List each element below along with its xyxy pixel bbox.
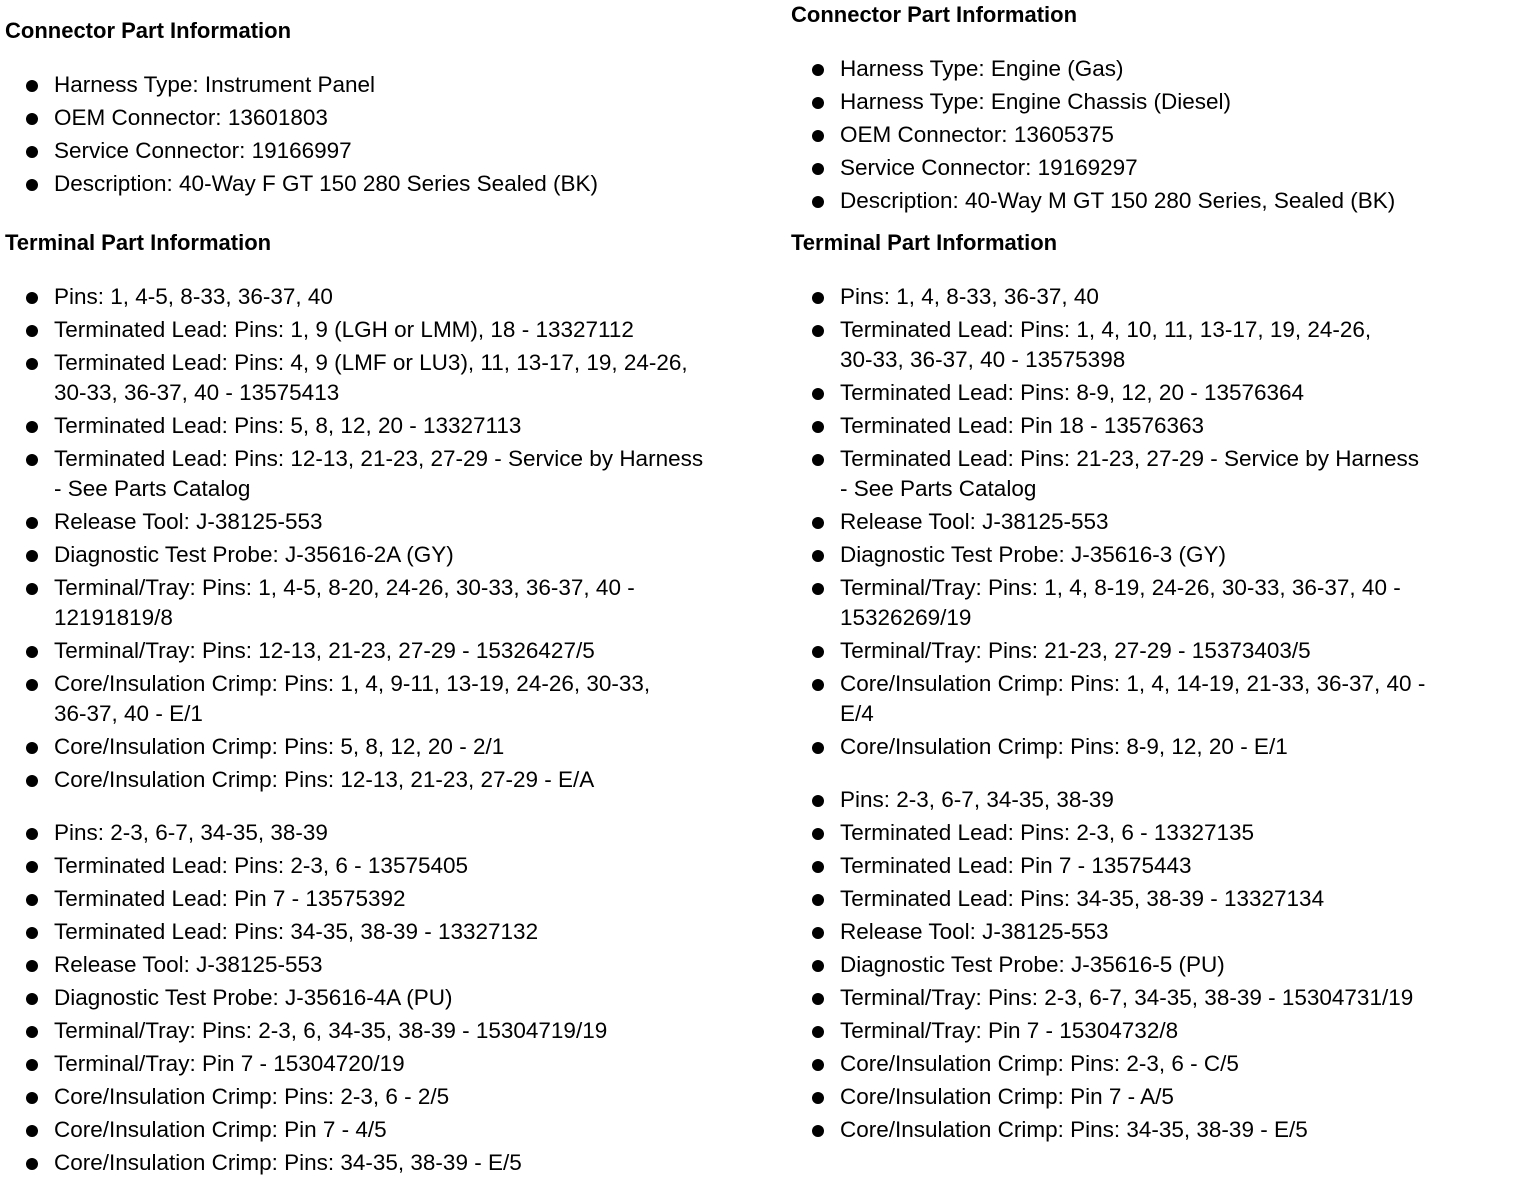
item-text: Description: 40-Way F GT 150 280 Series Sealed (BK) — [54, 171, 598, 196]
list-item — [5, 103, 598, 133]
item-text-continued: - See Parts Catalog — [840, 476, 1037, 501]
item-text: Terminal/Tray: Pins: 12-13, 21-23, 27-29 - 15326427/5 — [54, 638, 595, 663]
item-text: Terminal/Tray: Pins: 2-3, 6-7, 34-35, 38-39 - 15304731/19 — [840, 985, 1414, 1010]
list-item — [791, 54, 1395, 84]
item-text: Core/Insulation Crimp: Pins: 1, 4, 14-19, 21-33, 36-37, 40 - — [840, 671, 1426, 696]
item-text: Core/Insulation Crimp: Pins: 34-35, 38-39 - E/5 — [840, 1117, 1308, 1142]
item-text: Terminal/Tray: Pins: 2-3, 6, 34-35, 38-39 - 15304719/19 — [54, 1018, 608, 1043]
list-item — [5, 136, 598, 166]
bullet-icon — [26, 421, 38, 433]
item-text-continued: E/4 — [840, 701, 874, 726]
bullet-icon — [26, 894, 38, 906]
list-item — [5, 348, 703, 408]
item-text: Terminated Lead: Pin 18 - 13576363 — [840, 413, 1205, 438]
bullet-icon — [26, 927, 38, 939]
list-item — [791, 636, 1425, 666]
list-item — [5, 70, 598, 100]
bullet-icon — [26, 454, 38, 466]
item-text: Release Tool: J-38125-553 — [54, 952, 323, 977]
list-item — [791, 315, 1425, 375]
terminal-part-list-1 — [5, 282, 703, 798]
bullet-icon — [26, 679, 38, 691]
item-text: Pins: 2-3, 6-7, 34-35, 38-39 — [840, 787, 1114, 812]
list-item — [791, 153, 1395, 183]
bullet-icon — [812, 292, 824, 304]
item-text: Terminal/Tray: Pins: 1, 4, 8-19, 24-26, 30-33, 36-37, 40 - — [840, 575, 1401, 600]
item-text: Diagnostic Test Probe: J-35616-3 (GY) — [840, 542, 1227, 567]
item-text: Core/Insulation Crimp: Pin 7 - 4/5 — [54, 1117, 387, 1142]
terminal-part-list-2 — [5, 818, 607, 1181]
list-item — [5, 884, 607, 914]
bullet-icon — [26, 113, 38, 125]
list-item — [5, 540, 703, 570]
bullet-icon — [26, 146, 38, 158]
bullet-icon — [812, 196, 824, 208]
list-item — [791, 87, 1395, 117]
bullet-icon — [812, 1125, 824, 1137]
bullet-icon — [812, 1059, 824, 1071]
bullet-icon — [812, 795, 824, 807]
bullet-icon — [26, 179, 38, 191]
item-text: Terminated Lead: Pins: 12-13, 21-23, 27-29 - Service by Harness — [54, 446, 704, 471]
bullet-icon — [812, 646, 824, 658]
item-text: Terminal/Tray: Pin 7 - 15304732/8 — [840, 1018, 1179, 1043]
list-item — [5, 983, 607, 1013]
item-text: Core/Insulation Crimp: Pins: 5, 8, 12, 20 - 2/1 — [54, 734, 505, 759]
bullet-icon — [26, 292, 38, 304]
item-text: Core/Insulation Crimp: Pins: 1, 4, 9-11, 13-19, 24-26, 30-33, — [54, 671, 651, 696]
item-text-continued: 30-33, 36-37, 40 - 13575413 — [54, 380, 340, 405]
bullet-icon — [26, 1092, 38, 1104]
bullet-icon — [26, 993, 38, 1005]
item-text: Release Tool: J-38125-553 — [840, 919, 1109, 944]
bullet-icon — [26, 583, 38, 595]
list-item — [5, 282, 703, 312]
item-text-continued: 15326269/19 — [840, 605, 972, 630]
list-item — [5, 315, 703, 345]
item-text: Release Tool: J-38125-553 — [840, 509, 1109, 534]
item-text: Diagnostic Test Probe: J-35616-4A (PU) — [54, 985, 453, 1010]
item-text: Terminated Lead: Pin 7 - 13575392 — [54, 886, 406, 911]
item-text: Pins: 2-3, 6-7, 34-35, 38-39 — [54, 820, 328, 845]
item-text: Core/Insulation Crimp: Pins: 12-13, 21-23, 27-29 - E/A — [54, 767, 595, 792]
bullet-icon — [26, 828, 38, 840]
list-item — [5, 169, 598, 199]
bullet-icon — [812, 517, 824, 529]
list-item — [791, 120, 1395, 150]
bullet-icon — [812, 742, 824, 754]
item-text-continued: 12191819/8 — [54, 605, 173, 630]
bullet-icon — [812, 454, 824, 466]
bullet-icon — [812, 64, 824, 76]
list-item — [5, 818, 607, 848]
list-item — [5, 507, 703, 537]
connector-part-list — [5, 70, 598, 202]
item-text: Release Tool: J-38125-553 — [54, 509, 323, 534]
list-item — [791, 507, 1425, 537]
bullet-icon — [812, 861, 824, 873]
bullet-icon — [812, 163, 824, 175]
bullet-icon — [812, 325, 824, 337]
item-text: OEM Connector: 13605375 — [840, 122, 1114, 147]
list-item — [791, 282, 1425, 312]
bullet-icon — [26, 742, 38, 754]
list-item — [791, 411, 1425, 441]
connector-part-list — [791, 54, 1395, 219]
item-text: Terminated Lead: Pins: 34-35, 38-39 - 13327132 — [54, 919, 539, 944]
list-item — [5, 669, 703, 729]
terminal-part-heading: Terminal Part Information — [791, 230, 1058, 255]
list-item — [5, 765, 703, 795]
list-item — [791, 669, 1425, 729]
item-text: Terminated Lead: Pins: 1, 4, 10, 11, 13-17, 19, 24-26, — [840, 317, 1372, 342]
item-text: Terminated Lead: Pins: 21-23, 27-29 - Service by Harness — [840, 446, 1420, 471]
list-item — [5, 732, 703, 762]
item-text: OEM Connector: 13601803 — [54, 105, 328, 130]
item-text: Core/Insulation Crimp: Pins: 2-3, 6 - C/5 — [840, 1051, 1239, 1076]
bullet-icon — [812, 894, 824, 906]
item-text: Terminated Lead: Pins: 4, 9 (LMF or LU3), 11, 13-17, 19, 24-26, — [54, 350, 688, 375]
list-item — [791, 732, 1425, 762]
item-text: Service Connector: 19166997 — [54, 138, 352, 163]
bullet-icon — [26, 517, 38, 529]
list-item — [791, 1016, 1413, 1046]
list-item — [791, 851, 1413, 881]
item-text: Core/Insulation Crimp: Pin 7 - A/5 — [840, 1084, 1174, 1109]
list-item — [791, 950, 1413, 980]
list-item — [791, 983, 1413, 1013]
list-item — [791, 573, 1425, 633]
list-item — [791, 818, 1413, 848]
list-item — [791, 1082, 1413, 1112]
item-text: Service Connector: 19169297 — [840, 155, 1138, 180]
list-item — [791, 1049, 1413, 1079]
terminal-part-list-2 — [791, 785, 1413, 1148]
item-text: Harness Type: Engine Chassis (Diesel) — [840, 89, 1232, 114]
list-item — [5, 1115, 607, 1145]
list-item — [791, 540, 1425, 570]
bullet-icon — [26, 960, 38, 972]
item-text: Harness Type: Instrument Panel — [54, 72, 375, 97]
list-item — [5, 917, 607, 947]
item-text: Harness Type: Engine (Gas) — [840, 56, 1124, 81]
bullet-icon — [26, 861, 38, 873]
bullet-icon — [26, 775, 38, 787]
list-item — [791, 1115, 1413, 1145]
item-text: Description: 40-Way M GT 150 280 Series, Sealed (BK) — [840, 188, 1396, 213]
list-item — [791, 884, 1413, 914]
list-item — [791, 785, 1413, 815]
list-item — [791, 444, 1425, 504]
item-text: Terminal/Tray: Pin 7 - 15304720/19 — [54, 1051, 405, 1076]
bullet-icon — [812, 679, 824, 691]
list-item — [5, 444, 703, 504]
item-text: Pins: 1, 4-5, 8-33, 36-37, 40 — [54, 284, 333, 309]
item-text: Terminal/Tray: Pins: 21-23, 27-29 - 15373403/5 — [840, 638, 1311, 663]
item-text: Terminated Lead: Pin 7 - 13575443 — [840, 853, 1192, 878]
bullet-icon — [812, 421, 824, 433]
item-text: Core/Insulation Crimp: Pins: 34-35, 38-39 - E/5 — [54, 1150, 522, 1175]
bullet-icon — [26, 1026, 38, 1038]
bullet-icon — [812, 960, 824, 972]
list-item — [5, 851, 607, 881]
item-text-continued: 30-33, 36-37, 40 - 13575398 — [840, 347, 1126, 372]
connector-part-heading: Connector Part Information — [791, 2, 1078, 27]
bullet-icon — [812, 388, 824, 400]
item-text: Terminated Lead: Pins: 2-3, 6 - 13327135 — [840, 820, 1255, 845]
item-text: Terminated Lead: Pins: 34-35, 38-39 - 13327134 — [840, 886, 1325, 911]
list-item — [791, 917, 1413, 947]
item-text: Diagnostic Test Probe: J-35616-5 (PU) — [840, 952, 1225, 977]
bullet-icon — [26, 1125, 38, 1137]
item-text: Pins: 1, 4, 8-33, 36-37, 40 — [840, 284, 1099, 309]
bullet-icon — [812, 550, 824, 562]
list-item — [791, 186, 1395, 216]
bullet-icon — [26, 550, 38, 562]
bullet-icon — [26, 358, 38, 370]
bullet-icon — [812, 1092, 824, 1104]
bullet-icon — [812, 130, 824, 142]
item-text: Core/Insulation Crimp: Pins: 2-3, 6 - 2/5 — [54, 1084, 450, 1109]
list-item — [5, 1049, 607, 1079]
item-text-continued: - See Parts Catalog — [54, 476, 251, 501]
bullet-icon — [26, 325, 38, 337]
terminal-part-heading: Terminal Part Information — [5, 230, 272, 255]
connector-part-heading: Connector Part Information — [5, 18, 292, 43]
item-text: Terminated Lead: Pins: 5, 8, 12, 20 - 13327113 — [54, 413, 522, 438]
item-text: Terminated Lead: Pins: 8-9, 12, 20 - 13576364 — [840, 380, 1305, 405]
item-text: Core/Insulation Crimp: Pins: 8-9, 12, 20 - E/1 — [840, 734, 1288, 759]
item-text: Terminated Lead: Pins: 2-3, 6 - 13575405 — [54, 853, 469, 878]
list-item — [5, 1082, 607, 1112]
bullet-icon — [812, 97, 824, 109]
bullet-icon — [26, 646, 38, 658]
bullet-icon — [812, 927, 824, 939]
item-text: Diagnostic Test Probe: J-35616-2A (GY) — [54, 542, 454, 567]
item-text-continued: 36-37, 40 - E/1 — [54, 701, 203, 726]
list-item — [5, 573, 703, 633]
terminal-part-list-1 — [791, 282, 1425, 765]
bullet-icon — [26, 80, 38, 92]
list-item — [791, 378, 1425, 408]
list-item — [5, 1016, 607, 1046]
item-text: Terminated Lead: Pins: 1, 9 (LGH or LMM), 18 - 13327112 — [54, 317, 634, 342]
bullet-icon — [812, 1026, 824, 1038]
bullet-icon — [812, 993, 824, 1005]
bullet-icon — [812, 828, 824, 840]
bullet-icon — [812, 583, 824, 595]
list-item — [5, 1148, 607, 1178]
item-text: Terminal/Tray: Pins: 1, 4-5, 8-20, 24-26, 30-33, 36-37, 40 - — [54, 575, 635, 600]
list-item — [5, 411, 703, 441]
list-item — [5, 950, 607, 980]
bullet-icon — [26, 1158, 38, 1170]
bullet-icon — [26, 1059, 38, 1071]
list-item — [5, 636, 703, 666]
